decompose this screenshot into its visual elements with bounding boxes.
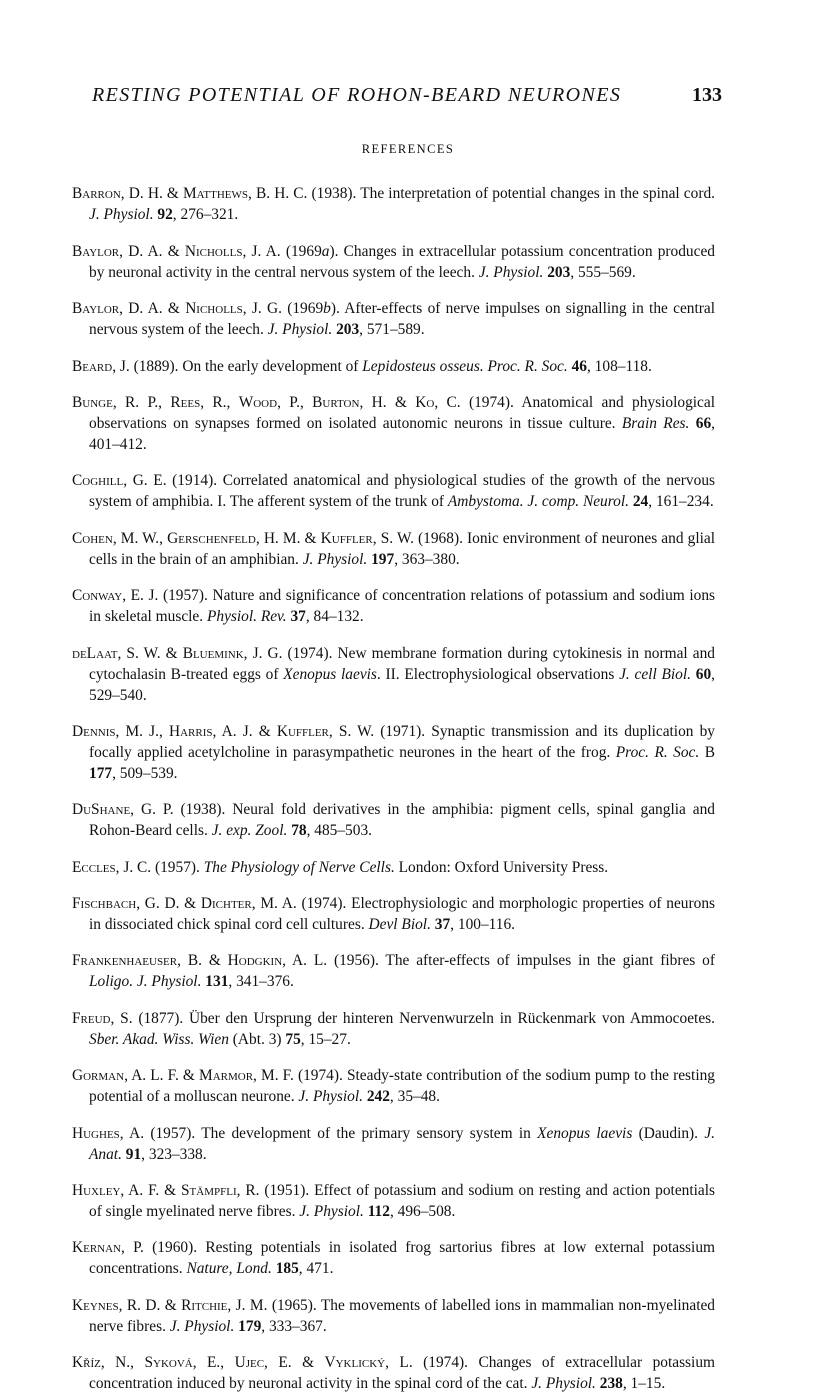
reference-entry (72, 298, 715, 340)
reference-entry (72, 241, 715, 283)
italic-text: Brain Res. (621, 414, 690, 432)
reference-text: , M. F. (1974). Steady-state contribution of the sodium pump to the resting potential of a molluscan neurone. (89, 1067, 715, 1106)
author-surname: Rees (170, 393, 201, 411)
reference-text: , H. M. & (255, 529, 321, 547)
volume-number: 203 (336, 321, 360, 339)
reference-text: , 401–412. (89, 414, 716, 453)
reference-text: , 555–569. (570, 263, 636, 281)
italic-text: Nature, Lond. (186, 1260, 272, 1278)
author-surname: Kříz (72, 1354, 101, 1372)
reference-text: , R. D. & (118, 1296, 182, 1314)
reference-entry (72, 528, 715, 570)
reference-list (72, 168, 715, 1398)
reference-entry (72, 1065, 715, 1107)
author-surname: Barron (72, 185, 121, 203)
author-surname: Burton (312, 393, 360, 411)
author-surname: deLaat (72, 644, 118, 662)
italic-text: J. Physiol. (302, 550, 368, 568)
reference-text: , M. A. (1974). Electrophysiologic and morphologic properties of neurons in dissociated chick spinal cord cell cultures. (89, 895, 716, 934)
reference-text: B (699, 743, 715, 761)
reference-text: , 100–116. (450, 916, 516, 934)
reference-text: ). Changes in extracellular potassium concentration produced by neuronal activity in the central nervous system of the leech. (89, 242, 715, 281)
reference-text: , R., (200, 393, 239, 411)
reference-text: , E. & (264, 1354, 325, 1372)
reference-entry (72, 356, 715, 377)
running-title: RESTING POTENTIAL OF ROHON-BEARD NEURONES (92, 84, 622, 106)
author-surname: Keynes (72, 1296, 119, 1314)
reference-text: , G. E. (1914). Correlated anatomical and physiological studies of the growth of the nervous system of amphibia. I. The afferent system of the trunk of (89, 472, 715, 511)
italic-text: J. Physiol. (298, 1088, 363, 1106)
reference-text: , 84–132. (305, 608, 364, 626)
reference-text: , 333–367. (261, 1317, 327, 1335)
author-surname: Hodgkin (227, 952, 283, 970)
reference-text: , S. W. (1971). Synaptic transmission and its duplication by focally applied acetylcholine in parasympathetic neurones in the heart of the frog. (89, 722, 716, 761)
reference-text: , S. W. & (117, 644, 183, 662)
reference-text: , G. P. (1938). Neural fold derivatives in the amphibia: pigment cells, spinal ganglia and Rohon-Beard cells. (89, 801, 715, 840)
reference-text: , H. & (359, 393, 416, 411)
volume-number: 197 (371, 550, 395, 568)
volume-number: 203 (547, 263, 571, 281)
author-surname: Wood (238, 393, 278, 411)
italic-text: Proc. R. Soc. (615, 743, 700, 761)
reference-text: , D. H. & (120, 185, 183, 203)
italic-text: Xenopus laevis (537, 1124, 633, 1142)
reference-text: , 161–234. (648, 493, 714, 511)
author-surname: Gerschenfeld (167, 529, 256, 547)
reference-entry (72, 1352, 715, 1394)
reference-text: London: Oxford University Press. (394, 858, 609, 876)
reference-entry (72, 1237, 715, 1279)
reference-entry (72, 470, 715, 512)
italic-text: Ambystoma. J. comp. Neurol. (447, 493, 629, 511)
italic-text: J. Physiol. (531, 1375, 596, 1393)
volume-number: 66 (695, 414, 712, 432)
italic-text: J. Physiol. (169, 1317, 235, 1335)
reference-text: , 571–589. (359, 321, 425, 339)
italic-text: J. Physiol. (299, 1203, 364, 1221)
italic-text: Devl Biol. (368, 916, 431, 934)
volume-number: 46 (571, 357, 587, 375)
italic-text: Physiol. Rev. (206, 608, 287, 626)
italic-text: J. Physiol. (267, 321, 333, 339)
author-surname: Stämpfli (181, 1182, 237, 1200)
author-surname: Conway (72, 587, 123, 605)
italic-text: J. Physiol. (89, 206, 154, 224)
author-surname: Kuffler (276, 722, 329, 740)
italic-text: Sber. Akad. Wiss. Wien (89, 1030, 229, 1048)
author-surname: Cohen (72, 529, 113, 547)
volume-number: 112 (367, 1203, 390, 1221)
author-surname: Eccles (72, 858, 116, 876)
reference-text: , J. (1889). On the early development of (112, 357, 363, 375)
references-heading: REFERENCES (361, 142, 455, 156)
author-surname: Gorman (72, 1067, 125, 1085)
reference-text: , E. J. (1957). Nature and significance of concentration relations of potassium and sodium ions in skeletal muscle. (89, 587, 715, 626)
reference-entry (72, 643, 715, 706)
reference-text: ). After-effects of nerve impulses on signalling in the central nervous system of the leech. (89, 300, 715, 339)
reference-entry (72, 1123, 715, 1165)
reference-text: , M. J., (115, 722, 169, 740)
reference-text: , S. (1877). Über den Ursprung der hinteren Nervenwurzeln in Rückenmark von Ammocoetes. (110, 1009, 715, 1027)
reference-text: , 1–15. (622, 1375, 666, 1393)
reference-text: , A. J. & (212, 722, 277, 740)
reference-entry (72, 893, 715, 935)
author-surname: Vyklický (324, 1354, 386, 1372)
italic-text: J. Physiol. (478, 263, 544, 281)
author-surname: Coghill (72, 472, 124, 490)
author-surname: DuShane (72, 801, 131, 819)
reference-entry (72, 950, 715, 992)
reference-text: , 485–503. (306, 822, 372, 840)
reference-text: (Daudin). (632, 1124, 705, 1142)
reference-text: , D. A. & (119, 300, 186, 318)
author-surname: Matthews (183, 185, 249, 203)
volume-number: 185 (275, 1260, 299, 1278)
reference-text: , A. L. F. & (124, 1067, 200, 1085)
reference-text: , 276–321. (172, 206, 239, 224)
reference-text: , A. (1957). The development of the primary sensory system in (119, 1124, 538, 1142)
italic-text: Loligo. J. Physiol. (89, 973, 202, 991)
author-surname: Marmor (199, 1067, 254, 1085)
reference-text: , S. W. (1968). Ionic environment of neurones and glial cells in the brain of an amphibian. (89, 529, 716, 568)
reference-text: , 363–380. (394, 550, 460, 568)
italic-text: J. exp. Zool. (211, 822, 288, 840)
volume-number: 78 (291, 822, 307, 840)
author-surname: Hughes (72, 1124, 120, 1142)
reference-entry (72, 721, 715, 784)
italic-text: The Physiology of Nerve Cells. (203, 858, 395, 876)
volume-number: 92 (157, 206, 173, 224)
reference-entry (72, 1180, 715, 1222)
volume-number: 75 (285, 1030, 301, 1048)
reference-text: , 35–48. (389, 1088, 440, 1106)
volume-number: 131 (205, 973, 229, 991)
author-surname: Ujec (234, 1354, 265, 1372)
reference-entry (72, 585, 715, 627)
volume-number: 238 (599, 1375, 623, 1393)
reference-text: , M. W., (112, 529, 168, 547)
author-surname: Dennis (72, 722, 116, 740)
reference-entry (72, 799, 715, 841)
italic-text: J. Anat. (89, 1124, 715, 1163)
page-number: 133 (692, 84, 722, 106)
reference-text: , N., (100, 1354, 145, 1372)
reference-text: , C. (1974). Anatomical and physiological observations on synapses formed on isolated autonomic neurons in tissue culture. (89, 393, 715, 432)
reference-text: , 529–540. (89, 665, 715, 704)
reference-text: , 108–118. (586, 357, 652, 375)
volume-number: 37 (290, 608, 306, 626)
author-surname: Freud (72, 1009, 111, 1027)
author-surname: Frankenhaeuser (72, 952, 178, 970)
author-surname: Huxley (72, 1182, 121, 1200)
reference-text: , 15–27. (300, 1030, 351, 1048)
italic-text: b (323, 300, 331, 318)
reference-entry (72, 1295, 715, 1337)
reference-text: , P. (1960). Resting potentials in isolated frog sartorius fibres at low external potassium concentrations. (89, 1239, 715, 1278)
volume-number: 24 (632, 493, 649, 511)
page-header (92, 84, 722, 114)
reference-text: , R. (1951). Effect of potassium and sodium on resting and action potentials of single myelinated nerve fibres. (89, 1182, 715, 1221)
italic-text: Xenopus laevis (283, 665, 377, 683)
reference-text: , A. F. & (120, 1182, 181, 1200)
reference-text: , 323–338. (141, 1145, 207, 1163)
author-surname: Ritchie (181, 1296, 228, 1314)
author-surname: Syková (144, 1354, 193, 1372)
reference-text: , G. D. & (136, 895, 201, 913)
reference-text: , 496–508. (389, 1203, 456, 1221)
author-surname: Bunge (72, 393, 113, 411)
reference-text: , B. & (177, 952, 228, 970)
reference-text: , J. M. (1965). The movements of labelled ions in mammalian non-myelinated nerve fibres. (89, 1296, 715, 1335)
reference-entry (72, 1008, 715, 1050)
reference-text: , A. L. (1956). The after-effects of impulses in the giant fibres of (282, 952, 715, 970)
author-surname: Kuffler (320, 529, 373, 547)
reference-entry (72, 857, 715, 878)
reference-entry (72, 392, 715, 455)
author-surname: Ko (415, 393, 435, 411)
italic-text: Lepidosteus osseus. Proc. R. Soc. (362, 357, 568, 375)
reference-text: , J. G. (1974). New membrane formation during cytokinesis in normal and cytochalasin B-treated eggs of (89, 644, 715, 683)
volume-number: 177 (89, 764, 113, 782)
volume-number: 179 (238, 1317, 262, 1335)
reference-text: , J. C. (1957). (115, 858, 204, 876)
italic-text: J. cell Biol. (619, 665, 691, 683)
reference-text: , 471. (298, 1260, 334, 1278)
author-surname: Nicholls (184, 242, 243, 260)
reference-text: , 341–376. (228, 973, 294, 991)
author-surname: Nicholls (185, 300, 243, 318)
reference-text: , J. G. (1969 (242, 300, 324, 318)
volume-number: 37 (434, 916, 451, 934)
reference-text: , P., (277, 393, 313, 411)
reference-text: , J. A. (1969 (242, 242, 322, 260)
author-surname: Fischbach (72, 895, 137, 913)
reference-text: . II. Electrophysiological observations (376, 665, 620, 683)
italic-text: a (321, 242, 330, 260)
reference-text: , L. (1974). Changes of extracellular potassium concentration induced by neuronal activity in the spinal cord of the cat. (89, 1354, 715, 1393)
reference-text: (Abt. 3) (228, 1030, 286, 1048)
reference-entry (72, 183, 715, 225)
volume-number: 242 (366, 1088, 390, 1106)
reference-text: , B. H. C. (1938). The interpretation of potential changes in the spinal cord. (248, 185, 715, 203)
author-surname: Dichter (200, 895, 252, 913)
reference-text: , 509–539. (112, 764, 178, 782)
reference-text: , R. P., (112, 393, 171, 411)
author-surname: Bluemink (182, 644, 244, 662)
volume-number: 60 (695, 665, 712, 683)
author-surname: Beard (72, 357, 113, 375)
reference-text: , D. A. & (119, 242, 185, 260)
author-surname: Harris (169, 722, 213, 740)
author-surname: Baylor (72, 300, 120, 318)
reference-text: , E., (192, 1354, 235, 1372)
author-surname: Baylor (72, 242, 120, 260)
author-surname: Kernan (72, 1239, 122, 1257)
volume-number: 91 (125, 1145, 142, 1163)
